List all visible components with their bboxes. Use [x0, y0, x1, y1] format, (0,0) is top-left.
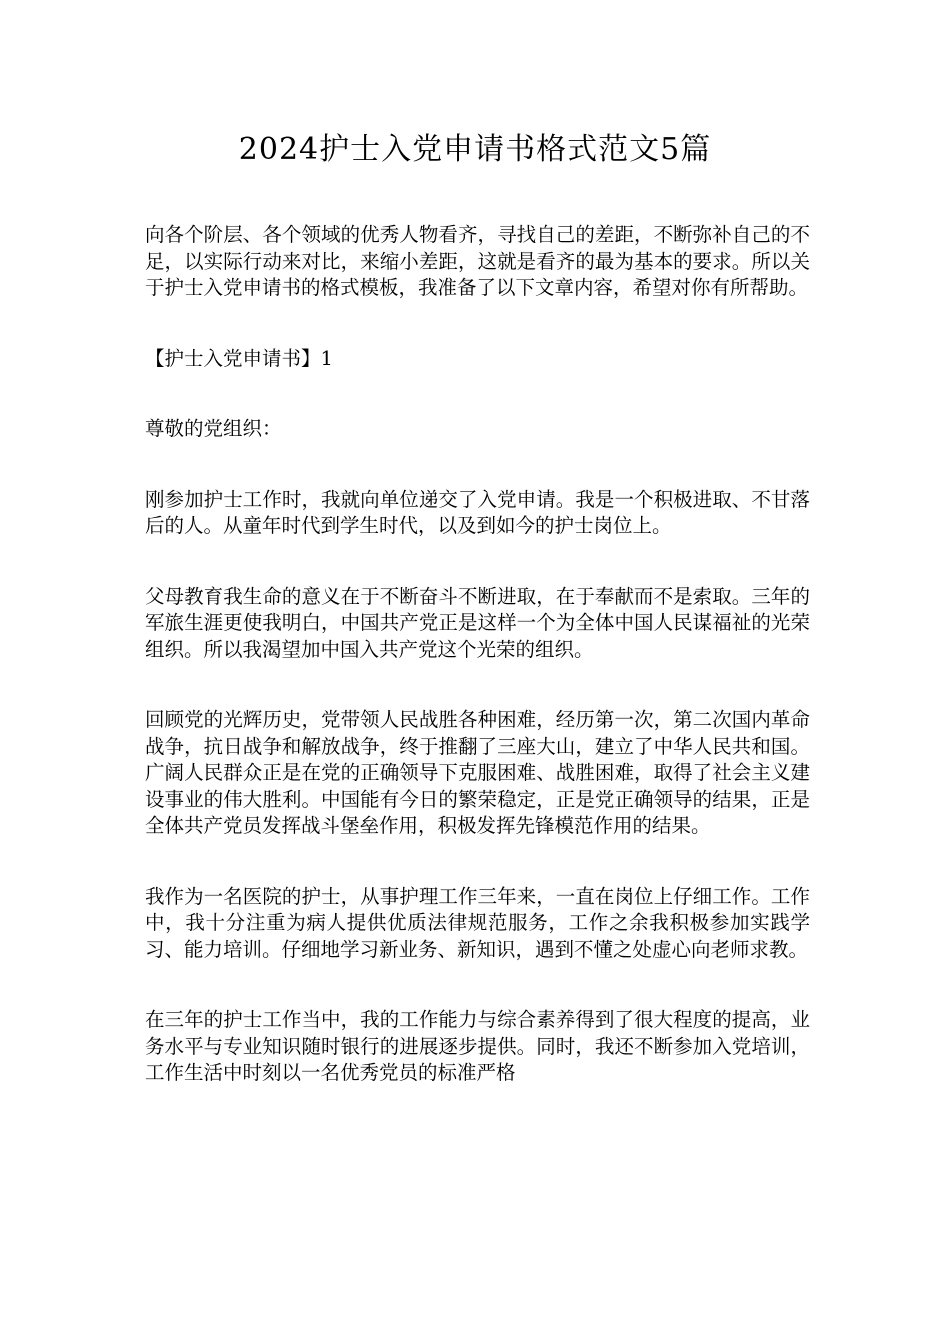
- intro-paragraph: 向各个阶层、各个领域的优秀人物看齐，寻找自己的差距，不断弥补自己的不足，以实际行动来对比，来缩小差距，这就是看齐的最为基本的要求。所以关于护士入党申请书的格式模板，我准备了以下文章内容，希望对你有所帮助。: [145, 223, 810, 299]
- document-title: 2024护士入党申请书格式范文5篇: [238, 132, 712, 167]
- body-paragraph: 父母教育我生命的意义在于不断奋斗不断进取，在于奉献而不是索取。三年的军旅生涯更使我明白，中国共产党正是这样一个为全体中国人民谋福祉的光荣组织。所以我渴望加中国入共产党这个光荣的组织。: [145, 584, 810, 661]
- body-paragraph: 刚参加护士工作时，我就向单位递交了入党申请。我是一个积极进取、不甘落后的人。从童年时代到学生时代，以及到如今的护士岗位上。: [145, 487, 810, 537]
- body-paragraph: 回顾党的光辉历史，党带领人民战胜各种困难，经历第一次，第二次国内革命战争，抗日战争和解放战争，终于推翻了三座大山，建立了中华人民共和国。广阔人民群众正是在党的正确领导下克服困难、战胜困难，取得了社会主义建设事业的伟大胜利。中国能有今日的繁荣稳定，正是党正确领导的结果，正是全体共产党员发挥战斗堡垒作用，积极发挥先锋模范作用的结果。: [145, 708, 810, 837]
- section-heading: 【护士入党申请书】1: [145, 346, 333, 370]
- document-body: [145, 222, 810, 1087]
- body-paragraph: 我作为一名医院的护士，从事护理工作三年来，一直在岗位上仔细工作。工作中，我十分注重为病人提供优质法律规范服务，工作之余我积极参加实践学习、能力培训。仔细地学习新业务、新知识，遇到不懂之处虚心向老师求教。: [145, 884, 810, 961]
- body-paragraph: 在三年的护士工作当中，我的工作能力与综合素养得到了很大程度的提高，业务水平与专业知识随时银行的进展逐步提供。同时，我还不断参加入党培训，工作生活中时刻以一名优秀党员的标准严格: [145, 1008, 810, 1084]
- salutation: 尊敬的党组织：: [145, 417, 282, 440]
